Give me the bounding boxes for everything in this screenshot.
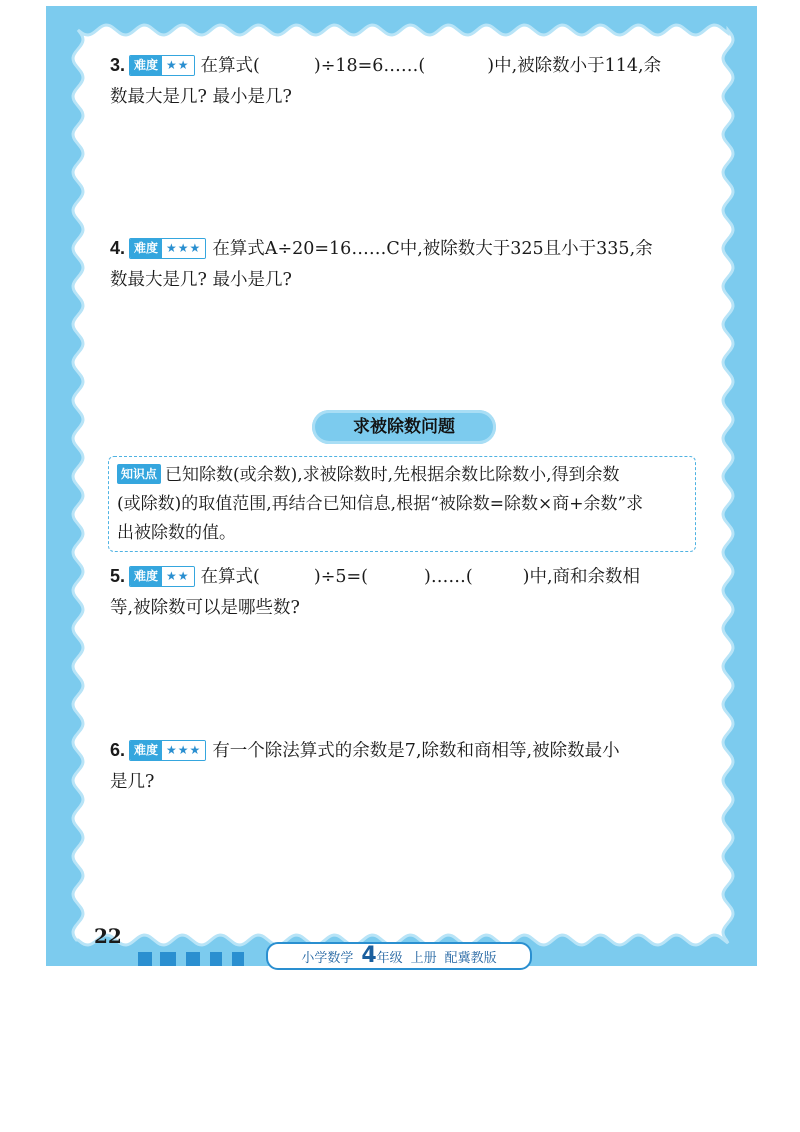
star-icon: ★★: [162, 567, 194, 586]
question-6: [110, 735, 700, 798]
difficulty-label: 难度: [130, 567, 162, 586]
difficulty-label: 难度: [130, 56, 162, 75]
question-text: )……(: [424, 567, 473, 587]
book-info-pill: [266, 942, 532, 970]
footer-decoration: [138, 952, 152, 966]
knowledge-point-box: [108, 456, 696, 552]
edition-label: 配冀教版: [444, 950, 497, 966]
question-text: 等,被除数可以是哪些数?: [110, 598, 300, 618]
question-text: 数最大是几? 最小是几?: [110, 87, 292, 107]
knowledge-text: (或除数)的取值范围,再结合已知信息,根据“被除数=除数×商+余数”求: [117, 494, 644, 514]
question-text: 有一个除法算式的余数是7,除数和商相等,被除数最小: [212, 741, 620, 761]
question-text: )÷5=(: [313, 567, 368, 587]
question-5: [110, 561, 700, 624]
subject-label: 小学数学: [301, 950, 354, 966]
difficulty-badge: [129, 238, 206, 259]
question-text: 在算式(: [200, 567, 260, 587]
star-icon: ★★★: [162, 741, 205, 760]
difficulty-badge: [129, 55, 195, 76]
footer-decoration: [210, 952, 222, 966]
question-text: )中,商和余数相: [522, 567, 641, 587]
grade-number: 4: [361, 943, 377, 968]
star-icon: ★★★: [162, 239, 205, 258]
volume-label: 上册: [410, 950, 437, 966]
difficulty-badge: [129, 740, 206, 761]
question-number: 4.: [110, 238, 126, 258]
knowledge-badge: 知识点: [117, 464, 161, 484]
question-text: 是几?: [110, 772, 155, 792]
grade-unit: 年级: [376, 951, 403, 966]
difficulty-label: 难度: [130, 741, 162, 760]
question-text: )中,被除数小于114,余: [487, 56, 662, 76]
question-number: 6.: [110, 740, 126, 760]
question-text: 数最大是几? 最小是几?: [110, 270, 292, 290]
knowledge-text: 已知除数(或余数),求被除数时,先根据余数比除数小,得到余数: [165, 465, 620, 485]
star-icon: ★★: [162, 56, 194, 75]
section-title: 求被除数问题: [312, 410, 496, 444]
question-number: 5.: [110, 566, 126, 586]
question-3: [110, 50, 700, 113]
question-number: 3.: [110, 55, 126, 75]
question-text: 在算式(: [200, 56, 260, 76]
footer-decoration: [232, 952, 244, 966]
footer-decoration: [186, 952, 200, 966]
question-text: )÷18=6……(: [313, 56, 426, 76]
difficulty-label: 难度: [130, 239, 162, 258]
question-text: 在算式A÷20=16……C中,被除数大于325且小于335,余: [212, 239, 653, 259]
footer-decoration: [160, 952, 176, 966]
knowledge-text: 出被除数的值。: [117, 523, 236, 543]
difficulty-badge: [129, 566, 195, 587]
question-4: [110, 233, 700, 296]
page-number: 22: [94, 924, 122, 948]
